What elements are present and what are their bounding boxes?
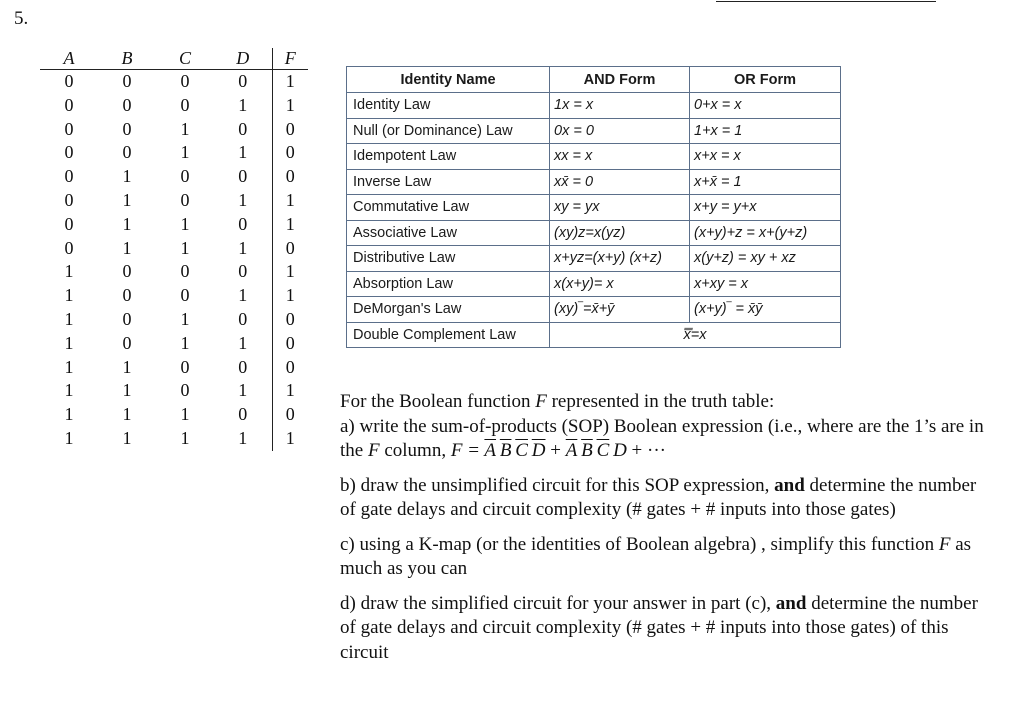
truth-cell: 1 bbox=[238, 237, 248, 258]
truth-cell: 1 bbox=[180, 332, 190, 353]
truth-cell: 1 bbox=[180, 308, 190, 329]
truth-cell: 0 bbox=[272, 308, 308, 332]
double-complement-form: x̿=x bbox=[550, 322, 841, 348]
truth-cell: 0 bbox=[64, 142, 74, 163]
truth-cell: 1 bbox=[180, 142, 190, 163]
truth-cell: 1 bbox=[272, 427, 308, 451]
truth-cell: 0 bbox=[238, 356, 248, 377]
truth-cell: 0 bbox=[180, 71, 190, 91]
truth-cell: 0 bbox=[64, 71, 74, 91]
identity-name: Null (or Dominance) Law bbox=[347, 118, 550, 144]
identity-name: Distributive Law bbox=[347, 246, 550, 272]
or-form: x+y = y+x bbox=[690, 195, 841, 221]
table-row bbox=[347, 322, 841, 348]
truth-cell: 1 bbox=[238, 427, 248, 448]
truth-cell: 0 bbox=[180, 261, 190, 282]
truth-cell: 1 bbox=[272, 213, 308, 237]
identity-name: Commutative Law bbox=[347, 195, 550, 221]
truth-cell: 0 bbox=[272, 403, 308, 427]
truth-cell: 0 bbox=[180, 285, 190, 306]
truth-cell: 0 bbox=[122, 94, 132, 115]
truth-cell: 1 bbox=[180, 404, 190, 425]
truth-table bbox=[40, 48, 308, 451]
truth-cell: 1 bbox=[180, 118, 190, 139]
truth-cell: 0 bbox=[122, 118, 132, 139]
header-or-form: OR Form bbox=[690, 67, 841, 93]
identity-name: Idempotent Law bbox=[347, 144, 550, 170]
truth-cell: 0 bbox=[238, 71, 248, 91]
truth-cell: 1 bbox=[238, 380, 248, 401]
truth-cell: 1 bbox=[238, 142, 248, 163]
truth-cell: 0 bbox=[238, 404, 248, 425]
truth-cell: 0 bbox=[64, 118, 74, 139]
or-form: x+xy = x bbox=[690, 271, 841, 297]
table-row bbox=[347, 169, 841, 195]
and-form: xy = yx bbox=[550, 195, 690, 221]
table-row bbox=[40, 189, 308, 213]
truth-cell: 1 bbox=[180, 427, 190, 448]
identity-table-header bbox=[347, 67, 841, 93]
table-row bbox=[40, 213, 308, 237]
term2-b: $\overline{B}$ bbox=[581, 440, 593, 461]
identity-name: Inverse Law bbox=[347, 169, 550, 195]
part-a: a) write the sum-of-products (SOP) Boolean expression (i.e., where are the 1’s are in the F column, $F = \overline{A}$ $\overline{B}$ $\overline{C}$ $\overline{D} + \overline{A}$ $\overline{B}$ $\overline{C}$ D + ··· bbox=[340, 415, 984, 461]
table-row bbox=[40, 332, 308, 356]
truth-cell: 1 bbox=[238, 285, 248, 306]
truth-cell: 1 bbox=[64, 356, 74, 377]
truth-cell: 0 bbox=[64, 213, 74, 234]
identity-table bbox=[346, 66, 841, 348]
truth-cell: 0 bbox=[272, 237, 308, 261]
and-form: 0x = 0 bbox=[550, 118, 690, 144]
truth-cell: 1 bbox=[272, 284, 308, 308]
truth-cell: 1 bbox=[64, 380, 74, 401]
table-row bbox=[347, 246, 841, 272]
truth-cell: 1 bbox=[64, 404, 74, 425]
table-row bbox=[40, 379, 308, 403]
truth-cell: 0 bbox=[272, 141, 308, 165]
term2-a: $\overline{A}$ bbox=[565, 440, 578, 461]
truth-cell: 0 bbox=[122, 308, 132, 329]
or-form: x+x̄ = 1 bbox=[690, 169, 841, 195]
table-row bbox=[347, 220, 841, 246]
truth-cell: 1 bbox=[64, 261, 74, 282]
truth-cell: 0 bbox=[238, 261, 248, 282]
truth-table-body bbox=[40, 70, 308, 451]
truth-cell: 1 bbox=[64, 308, 74, 329]
name-line bbox=[716, 1, 936, 2]
and-form: x(x+y)= x bbox=[550, 271, 690, 297]
or-form: x+x = x bbox=[690, 144, 841, 170]
instructions bbox=[340, 390, 990, 675]
identity-name: Absorption Law bbox=[347, 271, 550, 297]
truth-cell: 1 bbox=[122, 427, 132, 448]
term1-d: $\overline{D}$ bbox=[531, 440, 546, 461]
truth-cell: 1 bbox=[238, 332, 248, 353]
table-row bbox=[40, 118, 308, 142]
col-header-f: F bbox=[272, 48, 308, 70]
col-header-b: B bbox=[98, 48, 156, 70]
truth-cell: 0 bbox=[272, 356, 308, 380]
identity-name: Associative Law bbox=[347, 220, 550, 246]
truth-cell: 1 bbox=[122, 356, 132, 377]
truth-cell: 1 bbox=[122, 237, 132, 258]
truth-cell: 0 bbox=[180, 380, 190, 401]
truth-cell: 0 bbox=[238, 118, 248, 139]
truth-cell: 1 bbox=[122, 380, 132, 401]
truth-cell: 1 bbox=[272, 94, 308, 118]
truth-cell: 1 bbox=[238, 189, 248, 210]
term1-b: $\overline{B}$ bbox=[499, 440, 512, 461]
term1-c: $\overline{C}$ bbox=[515, 440, 528, 461]
table-row bbox=[40, 70, 308, 94]
truth-cell: 0 bbox=[180, 94, 190, 115]
table-row bbox=[347, 195, 841, 221]
truth-cell: 1 bbox=[122, 166, 132, 187]
truth-cell: 0 bbox=[64, 237, 74, 258]
col-header-a: A bbox=[40, 48, 98, 70]
truth-cell: 0 bbox=[272, 118, 308, 142]
truth-cell: 1 bbox=[122, 213, 132, 234]
and-form: (xy)z=x(yz) bbox=[550, 220, 690, 246]
truth-cell: 0 bbox=[122, 71, 132, 91]
truth-table-header bbox=[40, 48, 308, 70]
truth-cell: 0 bbox=[64, 94, 74, 115]
or-form: (x+y)‾ = x̄ȳ bbox=[690, 297, 841, 323]
intro-text: For the Boolean function F represented in the truth table: bbox=[340, 391, 775, 412]
table-row bbox=[347, 118, 841, 144]
or-form: (x+y)+z = x+(y+z) bbox=[690, 220, 841, 246]
truth-cell: 0 bbox=[180, 189, 190, 210]
table-row bbox=[40, 284, 308, 308]
term1-a: $\overline{A}$ bbox=[484, 440, 497, 461]
and-form: (xy)‾=x̄+ȳ bbox=[550, 297, 690, 323]
truth-cell: 0 bbox=[64, 189, 74, 210]
identity-table-body bbox=[347, 93, 841, 323]
header-and-form: AND Form bbox=[550, 67, 690, 93]
table-row bbox=[347, 297, 841, 323]
part-b: b) draw the unsimplified circuit for this SOP expression, and determine the number of gate delays and circuit complexity (# gates + # inputs into those gates) bbox=[340, 474, 977, 520]
truth-cell: 1 bbox=[272, 379, 308, 403]
truth-cell: 0 bbox=[64, 166, 74, 187]
term2-d: D bbox=[613, 440, 627, 461]
truth-cell: 1 bbox=[64, 427, 74, 448]
and-form: xx̄ = 0 bbox=[550, 169, 690, 195]
table-row bbox=[40, 260, 308, 284]
truth-cell: 0 bbox=[122, 142, 132, 163]
truth-cell: 1 bbox=[238, 94, 248, 115]
or-form: 1+x = 1 bbox=[690, 118, 841, 144]
col-header-c: C bbox=[156, 48, 214, 70]
truth-cell: 1 bbox=[64, 285, 74, 306]
truth-cell: 0 bbox=[238, 213, 248, 234]
and-form: 1x = x bbox=[550, 93, 690, 119]
part-d: d) draw the simplified circuit for your answer in part (c), and determine the number of gate delays and circuit complexity (# gates + # inputs into those gates) of this circuit bbox=[340, 592, 978, 663]
truth-cell: 0 bbox=[180, 166, 190, 187]
identity-name: DeMorgan's Law bbox=[347, 297, 550, 323]
truth-cell: 1 bbox=[122, 404, 132, 425]
and-form: x+yz=(x+y) (x+z) bbox=[550, 246, 690, 272]
table-row bbox=[40, 403, 308, 427]
truth-cell: 0 bbox=[122, 261, 132, 282]
truth-cell: 1 bbox=[272, 260, 308, 284]
table-row bbox=[347, 144, 841, 170]
truth-cell: 0 bbox=[272, 165, 308, 189]
table-row bbox=[40, 141, 308, 165]
truth-cell: 0 bbox=[180, 356, 190, 377]
question-number: 5. bbox=[14, 8, 29, 29]
table-row bbox=[40, 165, 308, 189]
col-header-d: D bbox=[214, 48, 272, 70]
truth-cell: 0 bbox=[272, 332, 308, 356]
table-row bbox=[40, 94, 308, 118]
truth-cell: 0 bbox=[238, 166, 248, 187]
part-c: c) using a K-map (or the identities of Boolean algebra) , simplify this function F as much as you can bbox=[340, 533, 972, 579]
table-row bbox=[347, 93, 841, 119]
truth-cell: 1 bbox=[180, 237, 190, 258]
table-row bbox=[40, 356, 308, 380]
truth-cell: 0 bbox=[122, 332, 132, 353]
or-form: 0+x = x bbox=[690, 93, 841, 119]
and-form: xx = x bbox=[550, 144, 690, 170]
identity-name: Double Complement Law bbox=[347, 322, 550, 348]
term2-c: $\overline{C}$ bbox=[596, 440, 610, 461]
table-row bbox=[40, 237, 308, 261]
or-form: x(y+z) = xy + xz bbox=[690, 246, 841, 272]
header-identity-name: Identity Name bbox=[347, 67, 550, 93]
table-row bbox=[40, 427, 308, 451]
truth-cell: 1 bbox=[122, 189, 132, 210]
table-row bbox=[40, 308, 308, 332]
truth-cell: 1 bbox=[64, 332, 74, 353]
truth-cell: 0 bbox=[122, 285, 132, 306]
truth-cell: 1 bbox=[272, 189, 308, 213]
truth-cell: 1 bbox=[180, 213, 190, 234]
table-row bbox=[347, 271, 841, 297]
identity-name: Identity Law bbox=[347, 93, 550, 119]
truth-cell: 1 bbox=[272, 70, 308, 94]
truth-cell: 0 bbox=[238, 308, 248, 329]
